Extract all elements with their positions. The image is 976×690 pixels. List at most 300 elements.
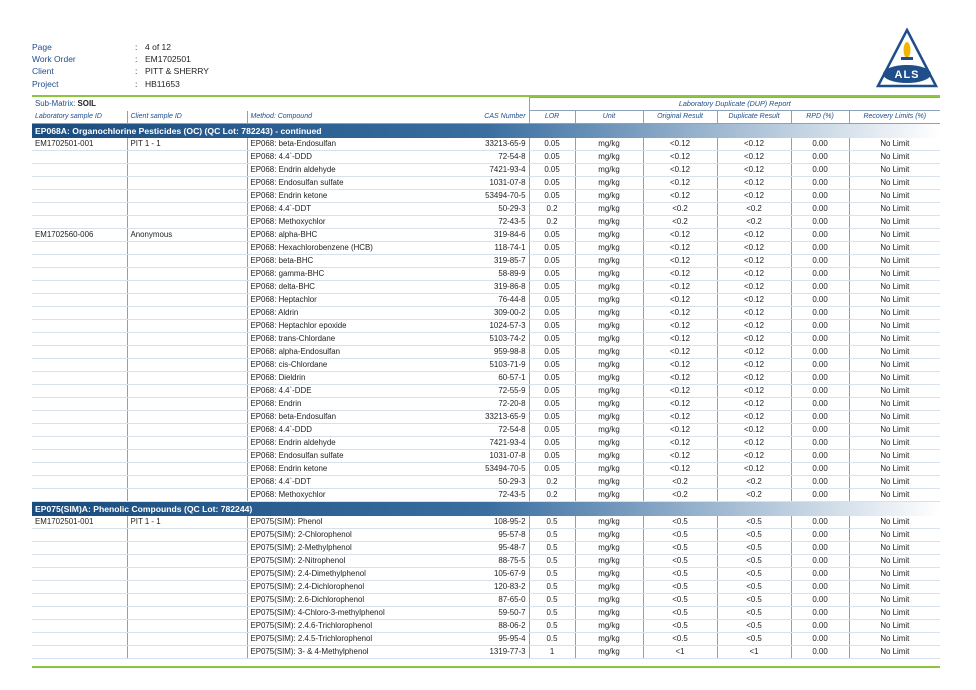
original-result: <0.5 <box>643 581 717 594</box>
client-sample-id <box>127 581 247 594</box>
lor-value: 0.05 <box>529 177 575 190</box>
rpd-value: 0.00 <box>791 463 849 476</box>
lor-value: 0.5 <box>529 633 575 646</box>
lab-sample-id <box>32 177 127 190</box>
cas-number: 1319-77-3 <box>387 646 529 659</box>
original-result: <0.12 <box>643 294 717 307</box>
lor-value: 0.2 <box>529 216 575 229</box>
lor-value: 0.05 <box>529 242 575 255</box>
original-result: <0.2 <box>643 216 717 229</box>
duplicate-result: <0.12 <box>717 411 791 424</box>
table-row <box>32 620 940 633</box>
client-sample-id <box>127 177 247 190</box>
client-sample-id <box>127 294 247 307</box>
method-compound: EP068: Heptachlor <box>247 294 387 307</box>
client-sample-id <box>127 568 247 581</box>
recovery-limit: No Limit <box>849 424 940 437</box>
method-compound: EP068: Endrin ketone <box>247 463 387 476</box>
lab-sample-id <box>32 594 127 607</box>
duplicate-result: <1 <box>717 646 791 659</box>
lab-sample-id <box>32 646 127 659</box>
client-sample-id: Anonymous <box>127 229 247 242</box>
duplicate-result: <0.12 <box>717 398 791 411</box>
duplicate-result: <0.2 <box>717 476 791 489</box>
unit-value: mg/kg <box>575 190 643 203</box>
rpd-value: 0.00 <box>791 281 849 294</box>
recovery-limit: No Limit <box>849 463 940 476</box>
rpd-value: 0.00 <box>791 268 849 281</box>
rpd-value: 0.00 <box>791 164 849 177</box>
client-sample-id <box>127 320 247 333</box>
lab-sample-id <box>32 268 127 281</box>
duplicate-result: <0.12 <box>717 229 791 242</box>
rpd-value: 0.00 <box>791 151 849 164</box>
table-row <box>32 268 940 281</box>
recovery-limit: No Limit <box>849 411 940 424</box>
client-sample-id <box>127 607 247 620</box>
method-compound: EP075(SIM): 4-Chloro-3-methylphenol <box>247 607 387 620</box>
lor-value: 0.05 <box>529 359 575 372</box>
rpd-value: 0.00 <box>791 398 849 411</box>
lor-value: 0.5 <box>529 594 575 607</box>
rpd-value: 0.00 <box>791 190 849 203</box>
duplicate-result: <0.5 <box>717 568 791 581</box>
lor-value: 0.2 <box>529 476 575 489</box>
cas-number: 1031-07-8 <box>387 450 529 463</box>
original-result: <0.12 <box>643 151 717 164</box>
method-compound: EP068: alpha-BHC <box>247 229 387 242</box>
duplicate-result: <0.12 <box>717 307 791 320</box>
column-header-row <box>32 111 940 124</box>
unit-value: mg/kg <box>575 307 643 320</box>
original-result: <0.12 <box>643 398 717 411</box>
table-row <box>32 385 940 398</box>
client-sample-id <box>127 437 247 450</box>
duplicate-result: <0.12 <box>717 294 791 307</box>
duplicate-report-table <box>32 97 940 659</box>
col-recovery-limits: Recovery Limits (%) <box>849 111 940 124</box>
table-body <box>32 124 940 659</box>
original-result: <0.12 <box>643 242 717 255</box>
lab-sample-id <box>32 633 127 646</box>
client-sample-id <box>127 268 247 281</box>
bottom-divider <box>32 666 940 668</box>
unit-value: mg/kg <box>575 398 643 411</box>
lab-sample-id <box>32 151 127 164</box>
client-sample-id <box>127 359 247 372</box>
duplicate-result: <0.12 <box>717 450 791 463</box>
lor-value: 0.5 <box>529 555 575 568</box>
unit-value: mg/kg <box>575 333 643 346</box>
client-sample-id <box>127 398 247 411</box>
method-compound: EP075(SIM): 2.4-Dimethylphenol <box>247 568 387 581</box>
original-result: <0.12 <box>643 411 717 424</box>
recovery-limit: No Limit <box>849 307 940 320</box>
original-result: <0.12 <box>643 424 717 437</box>
cas-number: 53494-70-5 <box>387 190 529 203</box>
table-row <box>32 294 940 307</box>
cas-number: 5103-74-2 <box>387 333 529 346</box>
method-compound: EP075(SIM): Phenol <box>247 516 387 529</box>
duplicate-result: <0.12 <box>717 320 791 333</box>
client-sample-id <box>127 424 247 437</box>
cas-number: 72-54-8 <box>387 424 529 437</box>
lor-value: 0.05 <box>529 307 575 320</box>
unit-value: mg/kg <box>575 463 643 476</box>
client-sample-id <box>127 476 247 489</box>
client-sample-id <box>127 633 247 646</box>
lab-sample-id <box>32 568 127 581</box>
col-method: Method: Compound <box>247 111 387 124</box>
rpd-value: 0.00 <box>791 476 849 489</box>
recovery-limit: No Limit <box>849 268 940 281</box>
col-duplicate-result: Duplicate Result <box>717 111 791 124</box>
original-result: <0.12 <box>643 333 717 346</box>
recovery-limit: No Limit <box>849 437 940 450</box>
client-sample-id <box>127 190 247 203</box>
lab-sample-id <box>32 255 127 268</box>
recovery-limit: No Limit <box>849 555 940 568</box>
recovery-limit: No Limit <box>849 542 940 555</box>
lab-sample-id <box>32 385 127 398</box>
lor-value: 0.05 <box>529 190 575 203</box>
unit-value: mg/kg <box>575 268 643 281</box>
unit-value: mg/kg <box>575 242 643 255</box>
duplicate-result: <0.5 <box>717 633 791 646</box>
cas-number: 7421-93-4 <box>387 164 529 177</box>
unit-value: mg/kg <box>575 138 643 151</box>
table-row <box>32 359 940 372</box>
cas-number: 59-50-7 <box>387 607 529 620</box>
client-sample-id <box>127 346 247 359</box>
recovery-limit: No Limit <box>849 620 940 633</box>
logo-text: ALS <box>894 69 920 81</box>
recovery-limit: No Limit <box>849 398 940 411</box>
cas-number: 88-75-5 <box>387 555 529 568</box>
method-compound: EP075(SIM): 2-Nitrophenol <box>247 555 387 568</box>
col-original-result: Original Result <box>643 111 717 124</box>
cas-number: 7421-93-4 <box>387 437 529 450</box>
client-sample-id <box>127 542 247 555</box>
unit-value: mg/kg <box>575 320 643 333</box>
header-work-order-row <box>32 53 209 65</box>
original-result: <0.12 <box>643 450 717 463</box>
lab-sample-id <box>32 294 127 307</box>
lor-value: 0.05 <box>529 385 575 398</box>
lab-sample-id <box>32 333 127 346</box>
lab-sample-id <box>32 190 127 203</box>
table-row <box>32 450 940 463</box>
rpd-value: 0.00 <box>791 424 849 437</box>
rpd-value: 0.00 <box>791 542 849 555</box>
lab-sample-id <box>32 320 127 333</box>
lor-value: 0.05 <box>529 294 575 307</box>
table-row <box>32 242 940 255</box>
unit-value: mg/kg <box>575 346 643 359</box>
lab-sample-id <box>32 281 127 294</box>
original-result: <0.5 <box>643 620 717 633</box>
cas-number: 5103-71-9 <box>387 359 529 372</box>
logo-flame <box>904 42 911 58</box>
col-unit: Unit <box>575 111 643 124</box>
col-cas: CAS Number <box>387 111 529 124</box>
cas-number: 1024-57-3 <box>387 320 529 333</box>
unit-value: mg/kg <box>575 489 643 502</box>
rpd-value: 0.00 <box>791 646 849 659</box>
cas-number: 108-95-2 <box>387 516 529 529</box>
table-row <box>32 555 940 568</box>
method-compound: EP068: beta-Endosulfan <box>247 138 387 151</box>
col-rpd: RPD (%) <box>791 111 849 124</box>
cas-number: 1031-07-8 <box>387 177 529 190</box>
original-result: <0.12 <box>643 320 717 333</box>
project-label: Project <box>32 78 59 89</box>
unit-value: mg/kg <box>575 529 643 542</box>
lab-sample-id <box>32 424 127 437</box>
table-row <box>32 372 940 385</box>
client-sample-id <box>127 216 247 229</box>
lor-value: 0.2 <box>529 489 575 502</box>
method-compound: EP068: Endosulfan sulfate <box>247 177 387 190</box>
lor-value: 0.05 <box>529 138 575 151</box>
lab-sample-id <box>32 463 127 476</box>
submatrix-label: Sub-Matrix: <box>35 99 76 108</box>
original-result: <0.5 <box>643 633 717 646</box>
table-row <box>32 568 940 581</box>
table-row <box>32 255 940 268</box>
client-sample-id <box>127 151 247 164</box>
submatrix-cell <box>32 98 529 111</box>
rpd-value: 0.00 <box>791 529 849 542</box>
table-row <box>32 398 940 411</box>
page-label: Page <box>32 42 52 52</box>
table-row <box>32 476 940 489</box>
lab-sample-id <box>32 346 127 359</box>
duplicate-result: <0.12 <box>717 190 791 203</box>
recovery-limit: No Limit <box>849 359 940 372</box>
cas-number: 33213-65-9 <box>387 411 529 424</box>
method-compound: EP068: Heptachlor epoxide <box>247 320 387 333</box>
duplicate-result: <0.2 <box>717 489 791 502</box>
original-result: <0.5 <box>643 516 717 529</box>
cas-number: 72-43-5 <box>387 216 529 229</box>
client-sample-id <box>127 529 247 542</box>
rpd-value: 0.00 <box>791 229 849 242</box>
cas-number: 72-20-8 <box>387 398 529 411</box>
lor-value: 0.05 <box>529 268 575 281</box>
original-result: <0.5 <box>643 542 717 555</box>
client-sample-id <box>127 555 247 568</box>
cas-number: 118-74-1 <box>387 242 529 255</box>
lor-value: 0.5 <box>529 620 575 633</box>
method-compound: EP068: Endosulfan sulfate <box>247 450 387 463</box>
unit-value: mg/kg <box>575 424 643 437</box>
method-compound: EP068: Endrin <box>247 398 387 411</box>
separator: : <box>135 66 138 77</box>
table-row <box>32 307 940 320</box>
rpd-value: 0.00 <box>791 294 849 307</box>
lor-value: 0.05 <box>529 463 575 476</box>
client-sample-id <box>127 307 247 320</box>
recovery-limit: No Limit <box>849 138 940 151</box>
recovery-limit: No Limit <box>849 489 940 502</box>
recovery-limit: No Limit <box>849 177 940 190</box>
original-result: <0.12 <box>643 138 717 151</box>
recovery-limit: No Limit <box>849 151 940 164</box>
original-result: <0.12 <box>643 463 717 476</box>
duplicate-result: <0.2 <box>717 203 791 216</box>
rpd-value: 0.00 <box>791 555 849 568</box>
duplicate-result: <0.5 <box>717 555 791 568</box>
duplicate-result: <0.12 <box>717 138 791 151</box>
lor-value: 0.5 <box>529 568 575 581</box>
lab-sample-id <box>32 450 127 463</box>
duplicate-result: <0.12 <box>717 437 791 450</box>
work-order-label: Work Order <box>32 54 76 65</box>
rpd-value: 0.00 <box>791 359 849 372</box>
method-compound: EP075(SIM): 3- & 4-Methylphenol <box>247 646 387 659</box>
table-row <box>32 177 940 190</box>
original-result: <0.5 <box>643 555 717 568</box>
method-compound: EP068: Endrin ketone <box>247 190 387 203</box>
rpd-value: 0.00 <box>791 138 849 151</box>
section-title: EP068A: Organochlorine Pesticides (OC) (QC Lot: 782243) - continued <box>32 124 940 138</box>
lab-sample-id <box>32 437 127 450</box>
table-row <box>32 529 940 542</box>
header-page-row <box>32 41 209 53</box>
unit-value: mg/kg <box>575 646 643 659</box>
lor-value: 0.05 <box>529 450 575 463</box>
separator: : <box>135 78 138 89</box>
recovery-limit: No Limit <box>849 516 940 529</box>
method-compound: EP068: delta-BHC <box>247 281 387 294</box>
client-sample-id <box>127 411 247 424</box>
duplicate-result: <0.5 <box>717 607 791 620</box>
cas-number: 50-29-3 <box>387 476 529 489</box>
report-header <box>32 41 209 90</box>
table-row <box>32 607 940 620</box>
original-result: <0.12 <box>643 177 717 190</box>
original-result: <0.5 <box>643 607 717 620</box>
rpd-value: 0.00 <box>791 372 849 385</box>
method-compound: EP075(SIM): 2.6-Dichlorophenol <box>247 594 387 607</box>
unit-value: mg/kg <box>575 229 643 242</box>
lor-value: 1 <box>529 646 575 659</box>
lab-sample-id <box>32 620 127 633</box>
client-value: PITT & SHERRY <box>145 66 209 77</box>
client-sample-id <box>127 255 247 268</box>
method-compound: EP068: 4.4`-DDD <box>247 151 387 164</box>
cas-number: 319-84-6 <box>387 229 529 242</box>
original-result: <0.12 <box>643 437 717 450</box>
table-row <box>32 581 940 594</box>
client-sample-id <box>127 164 247 177</box>
table-row <box>32 333 940 346</box>
lab-sample-id <box>32 607 127 620</box>
duplicate-result: <0.12 <box>717 177 791 190</box>
table-row <box>32 594 940 607</box>
duplicate-result: <0.12 <box>717 164 791 177</box>
section-header <box>32 124 940 138</box>
rpd-value: 0.00 <box>791 450 849 463</box>
original-result: <0.5 <box>643 529 717 542</box>
duplicate-result: <0.12 <box>717 359 791 372</box>
recovery-limit: No Limit <box>849 190 940 203</box>
client-sample-id <box>127 281 247 294</box>
client-sample-id <box>127 333 247 346</box>
rpd-value: 0.00 <box>791 620 849 633</box>
lab-sample-id <box>32 489 127 502</box>
unit-value: mg/kg <box>575 255 643 268</box>
cas-number: 309-00-2 <box>387 307 529 320</box>
method-compound: EP068: alpha-Endosulfan <box>247 346 387 359</box>
lor-value: 0.05 <box>529 164 575 177</box>
lor-value: 0.05 <box>529 229 575 242</box>
header-project-row <box>32 78 209 90</box>
lor-value: 0.5 <box>529 542 575 555</box>
duplicate-result: <0.5 <box>717 620 791 633</box>
client-sample-id: PIT 1 - 1 <box>127 138 247 151</box>
table-row <box>32 151 940 164</box>
method-compound: EP068: trans-Chlordane <box>247 333 387 346</box>
original-result: <0.12 <box>643 372 717 385</box>
original-result: <0.5 <box>643 568 717 581</box>
recovery-limit: No Limit <box>849 255 940 268</box>
rpd-value: 0.00 <box>791 411 849 424</box>
unit-value: mg/kg <box>575 437 643 450</box>
lor-value: 0.05 <box>529 255 575 268</box>
page-value: 4 of 12 <box>145 42 171 52</box>
rpd-value: 0.00 <box>791 516 849 529</box>
duplicate-result: <0.5 <box>717 542 791 555</box>
method-compound: EP068: Endrin aldehyde <box>247 164 387 177</box>
submatrix-value: SOIL <box>77 99 96 108</box>
unit-value: mg/kg <box>575 516 643 529</box>
rpd-value: 0.00 <box>791 568 849 581</box>
table-row <box>32 633 940 646</box>
cas-number: 959-98-8 <box>387 346 529 359</box>
method-compound: EP075(SIM): 2-Methylphenol <box>247 542 387 555</box>
lab-sample-id <box>32 242 127 255</box>
lor-value: 0.5 <box>529 516 575 529</box>
original-result: <0.12 <box>643 190 717 203</box>
rpd-value: 0.00 <box>791 333 849 346</box>
client-sample-id <box>127 385 247 398</box>
original-result: <0.12 <box>643 281 717 294</box>
recovery-limit: No Limit <box>849 372 940 385</box>
lor-value: 0.5 <box>529 581 575 594</box>
client-sample-id <box>127 594 247 607</box>
cas-number: 60-57-1 <box>387 372 529 385</box>
cas-number: 50-29-3 <box>387 203 529 216</box>
cas-number: 95-48-7 <box>387 542 529 555</box>
lab-sample-id: EM1702560-006 <box>32 229 127 242</box>
lab-sample-id <box>32 581 127 594</box>
duplicate-result: <0.12 <box>717 346 791 359</box>
method-compound: EP068: Endrin aldehyde <box>247 437 387 450</box>
original-result: <0.12 <box>643 268 717 281</box>
separator: : <box>135 42 138 52</box>
recovery-limit: No Limit <box>849 164 940 177</box>
lab-sample-id <box>32 476 127 489</box>
client-sample-id: PIT 1 - 1 <box>127 516 247 529</box>
original-result: <0.12 <box>643 307 717 320</box>
work-order-value: EM1702501 <box>145 54 191 65</box>
recovery-limit: No Limit <box>849 229 940 242</box>
table-row <box>32 463 940 476</box>
lor-value: 0.05 <box>529 372 575 385</box>
duplicate-result: <0.2 <box>717 216 791 229</box>
